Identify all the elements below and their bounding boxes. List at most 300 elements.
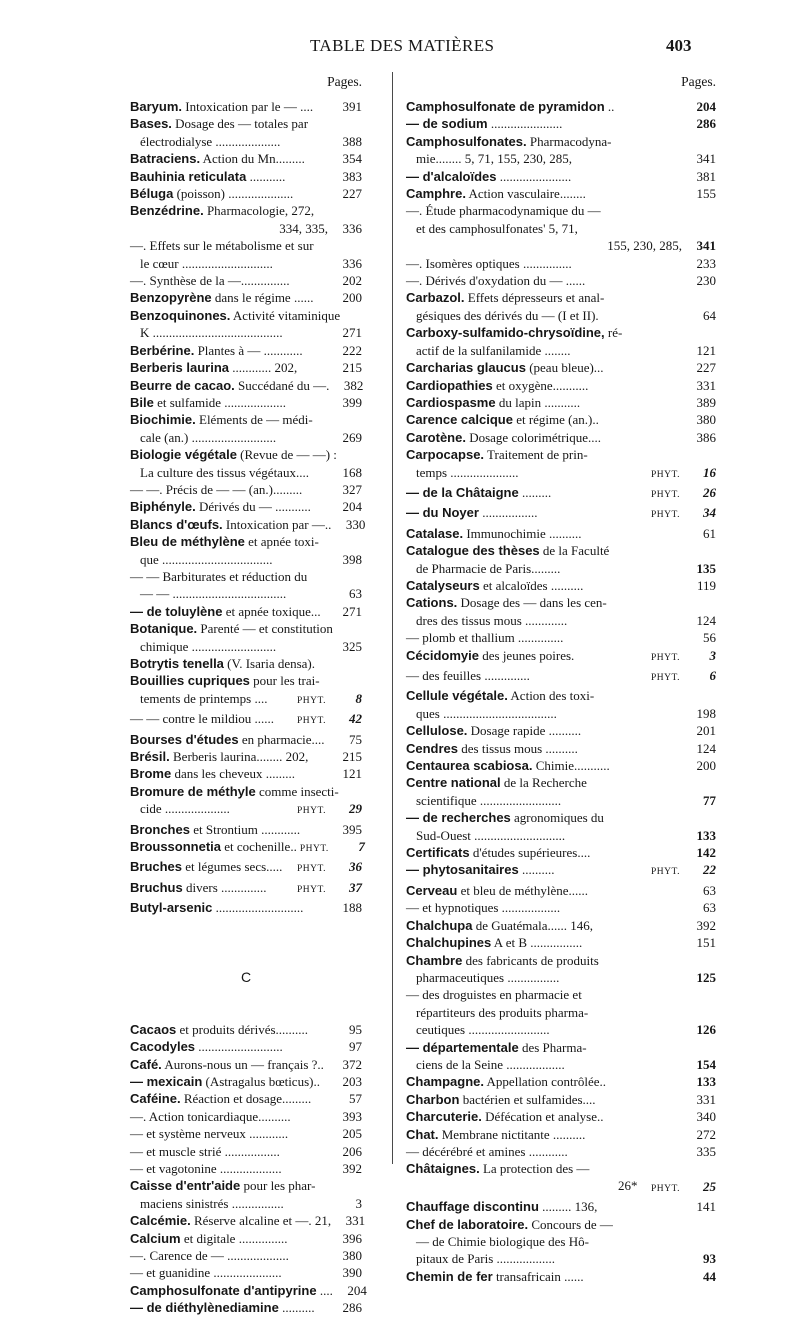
page-reference: 395 [342,821,362,837]
page-reference: 335 [696,1143,716,1159]
entry-heading: Brésil. [130,749,170,765]
page-reference: 392 [342,1160,362,1176]
page-reference: 16 [703,464,716,480]
entry-text [406,289,682,306]
page-reference: 124 [696,612,716,628]
index-entry [130,464,362,481]
index-entry [406,1073,716,1090]
entry-detail: d'études supérieures.... [469,845,591,861]
page-reference: 331 [345,1213,366,1229]
entry-detail: cale (an.) .......................... [140,429,277,445]
page-reference: 271 [342,325,362,341]
entry-detail: ........................... [212,900,304,916]
entry-detail: Dosage des — dans les cen- [457,595,607,611]
entry-heading: Bauhinia reticulata [130,168,247,184]
index-entry [406,484,716,504]
page-reference: 63 [703,882,716,898]
page-reference: 6 [709,668,716,683]
page-reference: 354 [342,151,362,167]
page-reference: 341 [696,238,716,254]
index-entry [406,1178,716,1198]
section-letter: C [240,968,252,985]
entry-text [406,667,648,684]
phyt-marker: PHYT. [651,489,680,500]
entry-heading: — d'alcaloïdes [406,168,497,184]
page-reference: 25 [703,1178,716,1194]
index-entry [406,809,716,826]
entry-text [406,1073,682,1090]
entry-text [406,484,648,501]
entry-detail: du lapin ........... [495,394,581,410]
entry-heading: Chemin de fer [406,1268,493,1284]
index-entry [130,1247,362,1264]
entry-text [406,1091,682,1108]
entry-text [130,1021,328,1038]
index-entry [130,1143,362,1160]
page-reference: 75 [349,731,362,747]
entry-detail: mie........ 5, 71, 155, 230, 285, [416,151,572,167]
page-reference: 133 [696,827,716,843]
entry-heading: Broussonnetia [130,839,222,855]
entry-detail: Réaction et dosage......... [180,1091,312,1107]
entry-text [416,969,682,986]
entry-detail: ................. [478,505,538,521]
entry-text [130,359,328,376]
page-reference: 142 [696,845,716,861]
entry-detail: Intoxication par —.. [222,516,332,532]
page-reference: 325 [342,638,362,654]
entry-text [130,1230,328,1247]
index-entry [130,1125,362,1142]
page-reference: 3 [355,1195,362,1211]
entry-text [416,220,682,237]
entry-text [416,1056,682,1073]
entry-detail: dans le régime ...... [211,290,314,306]
phyt-marker: PHYT. [651,867,680,878]
index-entry [406,342,716,359]
index-entry [130,1195,362,1212]
entry-text [140,464,328,481]
entry-detail: — — Barbiturates et réduction du [130,568,308,584]
index-entry [130,879,362,899]
entry-text [406,202,682,219]
entry-heading: Cations. [406,595,458,611]
index-entry [130,1299,362,1316]
page-reference: 336 [342,220,362,236]
entry-text [406,525,682,542]
index-entry [130,185,362,202]
page-reference: 327 [342,481,362,497]
page-reference: 57 [349,1091,362,1107]
entry-heading: Bases. [130,116,172,132]
entry-text [130,289,328,306]
phyt-marker: PHYT. [297,884,326,895]
entry-text [130,655,328,672]
entry-heading: Bruches [130,859,183,875]
index-entry [406,1143,716,1160]
entry-text [130,620,333,637]
entry-detail: ......... 136, [538,1199,598,1215]
entry-heading: Certificats [406,845,470,861]
entry-text [406,411,682,428]
entry-detail: actif de la sulfanilamide ........ [416,342,571,358]
entry-text [130,603,328,620]
entry-text [130,1299,328,1316]
page-reference: 141 [696,1199,716,1215]
entry-detail: Eléments de — médi- [195,412,313,428]
page-reference: 204 [347,1282,367,1298]
index-entry [130,710,362,730]
entry-text [406,687,682,704]
phyt-marker: PHYT. [297,864,326,875]
page-reference: 125 [696,969,716,985]
entry-detail: Concours de — [528,1216,613,1232]
entry-detail: Action des toxi- [507,688,595,704]
index-column-left [130,72,367,1317]
entry-text [130,533,328,550]
entry-text [130,202,328,219]
entry-heading: Catalase. [406,525,464,541]
entry-heading: Bronches [130,821,190,837]
entry-detail: Effets dépresseurs et anal- [464,290,605,306]
index-entry [406,1021,716,1038]
entry-heading: Carbazol. [406,290,465,306]
entry-text [416,1250,682,1267]
entry-text [406,861,648,878]
entry-detail: .. [604,99,615,114]
index-entry [406,220,716,237]
index-entry [130,255,362,272]
phyt-marker: PHYT. [651,652,680,663]
entry-text [406,542,682,559]
entry-detail: des fabricants de produits [462,952,599,968]
entry-detail: — plomb et thallium .............. [406,630,564,646]
entry-detail: —. Effets sur le métabolisme et sur [130,238,314,254]
entry-detail: La protection des — [479,1161,590,1177]
entry-detail: divers .............. [182,879,267,895]
entry-heading: Cellule végétale. [406,688,508,704]
entry-text [130,498,328,515]
entry-detail: bactérien et sulfamides.... [459,1091,596,1107]
entry-heading: Carotène. [406,429,466,445]
page-reference: 200 [342,290,362,306]
index-entry [130,1212,366,1229]
index-entry [406,542,716,559]
entry-detail: ...................... [487,116,563,132]
entry-detail: Berberis laurina........ 202, [169,749,309,765]
page-reference: 269 [342,429,362,445]
entry-heading: Cendres [406,740,459,756]
page-reference: 8 [355,690,362,706]
page-reference: 386 [696,429,716,445]
entry-detail: ......... [518,484,552,500]
entry-detail: et produits dérivés.......... [176,1021,309,1037]
page-reference: 372 [342,1056,362,1072]
index-entry [406,1126,716,1143]
entry-text [406,359,682,376]
entry-heading: Cellulose. [406,723,468,739]
index-entry [406,594,716,611]
entry-heading: Batraciens. [130,151,201,167]
index-entry [130,220,362,237]
running-title: TABLE DES MATIÈRES [310,36,495,55]
page-reference: 380 [342,1247,362,1263]
entry-text [130,342,328,359]
entry-text [406,1160,682,1177]
entry-detail: — — ................................... [140,586,287,602]
index-entry [406,1216,716,1233]
entry-heading: — mexicain [130,1073,203,1089]
signature-mark: 26* [618,1178,638,1193]
page-reference: 380 [696,412,716,428]
index-entry [406,1250,716,1267]
index-entry [406,377,716,394]
entry-text [130,98,328,115]
entry-detail: — et vagotonine ................... [130,1160,282,1176]
index-entry [406,202,716,219]
entry-text [130,1282,333,1299]
page-reference: 126 [696,1022,716,1038]
entry-text [130,185,328,202]
entry-detail: Membrane nictitante .......... [438,1126,586,1142]
page-reference: 398 [342,551,362,567]
entry-detail: scientifique ......................... [416,792,562,808]
entry-heading: Biphényle. [130,499,196,515]
index-entry [406,882,716,899]
page-reference: 188 [342,900,362,916]
entry-text [140,255,328,272]
entry-detail: — —. Précis de — — (an.)......... [130,481,303,497]
page-reference: 42 [349,711,362,727]
entry-text [140,551,328,568]
entry-detail: ceutiques ......................... [416,1022,550,1038]
index-entry [130,202,362,219]
page-number: 403 [666,36,692,55]
entry-heading: Benzoquinones. [130,307,231,323]
entry-heading: Bourses d'études [130,731,239,747]
index-entry [130,1160,362,1177]
entry-heading: Cerveau [406,882,458,898]
entry-detail: ciens de la Seine .................. [416,1056,565,1072]
index-entry [406,1056,716,1073]
entry-detail: des tissus mous .......... [458,740,578,756]
index-entry [406,899,716,916]
index-entry [406,255,716,272]
entry-detail: Traitement de prin- [484,447,588,463]
entry-heading: — de toluylène [130,603,223,619]
page-reference: 121 [696,342,716,358]
entry-text [406,1108,682,1125]
entry-detail: et alcaloïdes .......... [479,577,584,593]
index-entry [406,612,716,629]
entry-text [130,748,328,765]
entry-text [416,827,682,844]
page-reference: 205 [342,1126,362,1142]
index-entry [406,150,716,167]
index-entry [406,168,716,185]
entry-heading: Berberis laurina [130,360,229,376]
entry-heading: Chat. [406,1126,439,1142]
index-entry [406,504,716,524]
page-reference: 222 [342,342,362,358]
index-entry [130,377,362,394]
index-entry [406,446,716,463]
page-reference: 206 [342,1143,362,1159]
entry-text [406,115,682,132]
entry-detail: ré- [604,325,623,341]
entry-detail: et apnée toxique... [222,603,321,619]
index-entry [406,934,716,951]
index-entry [130,783,362,800]
index-entry [406,115,716,132]
page-reference: 215 [342,749,362,765]
entry-detail: tements de printemps .... [140,690,268,706]
entry-detail: gésiques des dérivés du — (I et II). [416,307,599,323]
entry-text [416,560,682,577]
index-entry [406,1091,716,1108]
index-entry [130,446,362,463]
entry-detail: Plantes à — ............ [194,342,303,358]
entry-detail: ........... [246,168,286,184]
entry-text [130,237,328,254]
entry-heading: — phytosanitaires [406,862,519,878]
page-reference: 391 [342,99,362,114]
entry-text [416,612,682,629]
index-column-right [406,72,716,1285]
entry-text [406,952,682,969]
index-list-b [130,98,366,917]
page-reference: 390 [342,1265,362,1281]
entry-detail: —. Étude pharmacodynamique du — [406,203,601,219]
index-list-c-continued [406,98,716,1285]
entry-heading: — de diéthylènediamine [130,1300,279,1316]
entry-text [416,792,682,809]
entry-text [406,1216,682,1233]
phyt-marker: PHYT. [651,1183,680,1194]
entry-heading: Charcuterie. [406,1109,482,1125]
phyt-marker: PHYT. [651,469,680,480]
entry-text [406,899,682,916]
index-entry [406,969,716,986]
index-entry [406,525,716,542]
entry-text [130,1073,328,1090]
entry-heading: Calcémie. [130,1213,191,1229]
entry-text [406,986,682,1003]
entry-text [406,740,682,757]
page-reference: 203 [342,1073,362,1089]
index-entry [130,133,362,150]
page-reference: 227 [696,360,716,376]
entry-heading: Centaurea scabiosa. [406,758,533,774]
page-reference: 121 [342,766,362,782]
index-entry [406,740,716,757]
entry-text [130,821,328,838]
entry-text [406,917,682,934]
entry-detail: Immunochimie .......... [463,525,582,541]
index-entry [406,844,716,861]
entry-detail: — et guanidine ..................... [130,1265,282,1281]
page-reference: 389 [696,394,716,410]
index-entry [130,858,362,878]
entry-detail: Réserve alcaline et —. 21, [190,1213,332,1229]
index-entry [406,272,716,289]
page-reference: 34 [703,505,716,521]
entry-heading: Carence calcique [406,412,513,428]
entry-detail: (poisson) .................... [173,186,294,202]
entry-detail: temps ..................... [416,464,519,480]
entry-text [406,272,682,289]
index-entry [130,1282,367,1299]
entry-heading: — du Noyer [406,505,479,521]
entry-detail: Action vasculaire........ [465,186,586,202]
page-reference: 133 [696,1074,716,1090]
index-entry [406,1039,716,1056]
entry-text [406,237,682,254]
entry-text [130,394,328,411]
entry-detail: de Pharmacie de Paris......... [416,560,561,576]
entry-text [130,731,328,748]
page-reference: 330 [345,516,366,532]
page-reference: 7 [358,839,365,855]
index-entry [130,638,362,655]
entry-text [130,1090,328,1107]
entry-heading: Centre national [406,775,501,791]
entry-detail: — décérébré et amines ............ [406,1143,568,1159]
entry-detail: ques ................................... [416,705,557,721]
entry-detail: dres des tissus mous ............. [416,612,568,628]
index-entry [406,952,716,969]
entry-heading: Beurre de cacao. [130,377,235,393]
index-entry [406,629,716,646]
index-entry [406,687,716,704]
index-entry [406,986,716,1003]
entry-heading: Charbon [406,1091,460,1107]
entry-detail: Intoxication par le — .... [182,99,314,114]
entry-detail: et oxygène........... [492,377,589,393]
index-entry [406,411,716,428]
page-reference: 286 [342,1300,362,1316]
index-entry [406,307,716,324]
page-reference: 124 [696,740,716,756]
entry-detail: électrodialyse .................... [140,133,281,149]
index-entry [130,359,362,376]
index-entry [130,307,362,324]
index-entry [130,394,362,411]
entry-detail: ............ 202, [229,360,298,376]
index-entry [406,861,716,881]
entry-text [130,150,328,167]
index-entry [130,1056,362,1073]
index-entry [130,115,362,132]
index-entry [406,464,716,484]
entry-detail: le cœur ............................ [140,255,273,271]
entry-text [140,324,328,341]
entry-detail: et apnée toxi- [244,534,319,550]
entry-heading: Chalchupa [406,917,473,933]
page-header [0,36,800,58]
phyt-marker: PHYT. [299,844,329,855]
entry-heading: Botanique. [130,621,198,637]
entry-text [406,185,682,202]
entry-detail: Sud-Ouest ............................ [416,827,566,843]
page-reference: 201 [696,723,716,739]
index-entry [406,98,716,115]
entry-detail: de Guatémala...... 146, [472,917,594,933]
entry-text [416,1021,682,1038]
entry-text [416,705,682,722]
entry-text [130,765,328,782]
page-reference: 155 [696,186,716,202]
